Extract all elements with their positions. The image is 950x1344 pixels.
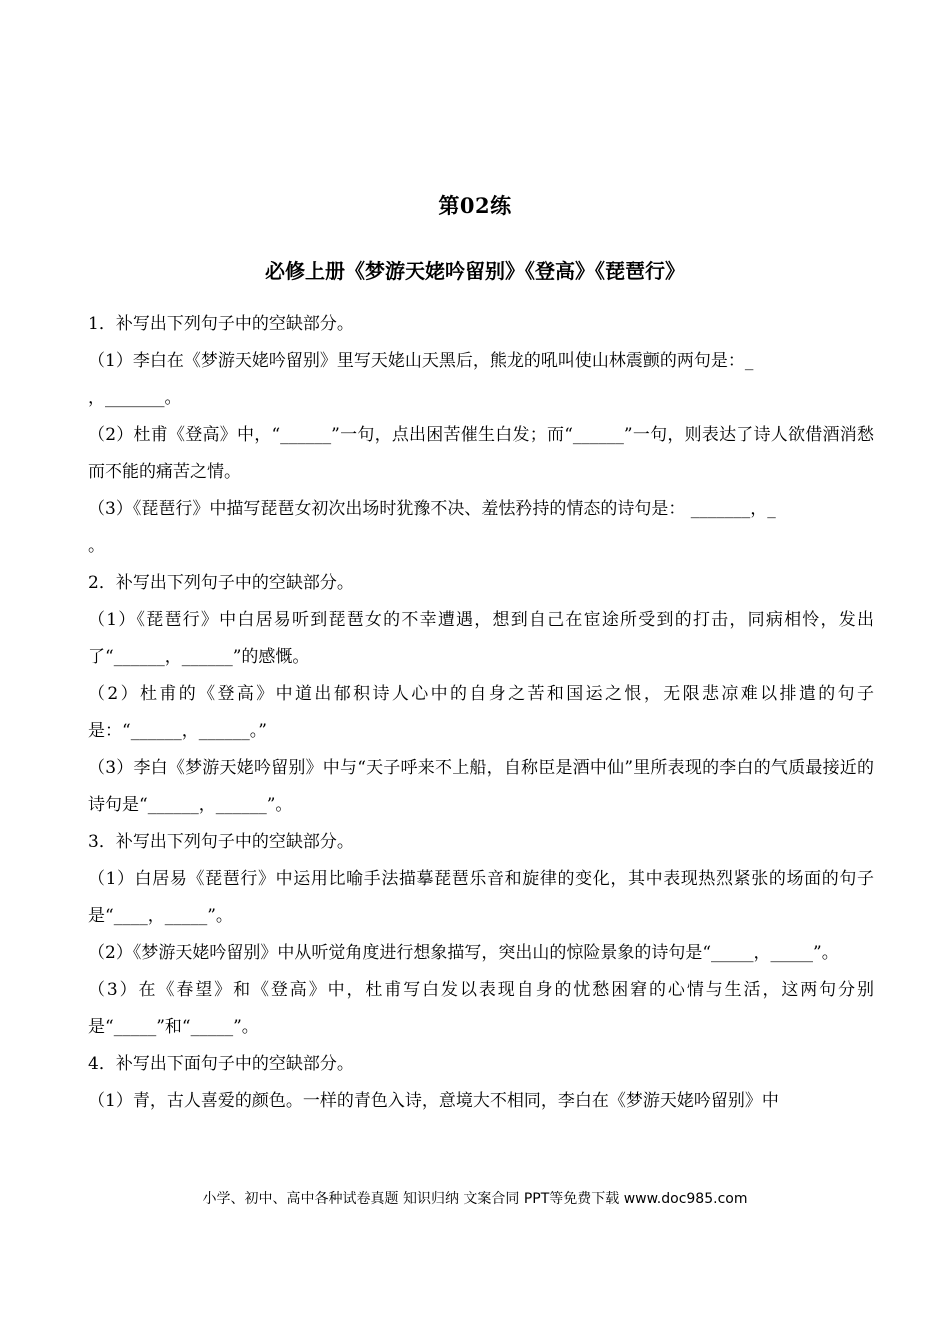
question-1-stem: 1．补写出下列句子中的空缺部分。: [88, 314, 354, 334]
question-1-item-2: （2）杜甫《登高》中，“______”一句，点出困苦催生白发；而“______”一句，则表达了诗人欲借酒消愁而不能的痛苦之情。: [88, 425, 874, 482]
question-2-item-2: （2）杜甫的《登高》中道出郁积诗人心中的自身之苦和国运之恨，无限悲凉难以排遣的句子是：“______，______。”: [88, 684, 874, 741]
page-footer: 小学、初中、高中各种试卷真题 知识归纳 文案合同 PPT等免费下载 www.doc985.com: [202, 1191, 748, 1207]
question-4-stem: 4．补写出下面句子中的空缺部分。: [88, 1054, 354, 1074]
page-title: 第02练: [438, 193, 512, 218]
question-1-item-3: （3）《琵琶行》中描写琵琶女初次出场时犹豫不决、羞怯矜持的情态的诗句是： _______，_ 。: [88, 499, 776, 556]
question-2-item-1: （1）《琵琶行》中白居易听到琵琶女的不幸遭遇，想到自己在宦途所受到的打击，同病相怜，发出了“______，______”的感慨。: [88, 610, 874, 667]
question-3-item-3: （3）在《春望》和《登高》中，杜甫写白发以表现自身的忧愁困窘的心情与生活，这两句分别是“_____”和“_____”。: [88, 980, 874, 1037]
question-4-item-1: （1）青，古人喜爱的颜色。一样的青色入诗，意境大不相同，李白在《梦游天姥吟留别》中: [88, 1091, 779, 1111]
page-subtitle: 必修上册《梦游天姥吟留别》《登高》《琵琶行》: [265, 259, 685, 283]
question-2-stem: 2．补写出下列句子中的空缺部分。: [88, 573, 354, 593]
question-3-item-1: （1）白居易《琵琶行》中运用比喻手法描摹琵琶乐音和旋律的变化，其中表现热烈紧张的场面的句子是“____，_____”。: [88, 869, 874, 926]
question-list: [88, 306, 874, 1120]
question-3-stem: 3．补写出下列句子中的空缺部分。: [88, 832, 354, 852]
question-1-item-1: （1）李白在《梦游天姥吟留别》里写天姥山天黑后，熊龙的吼叫使山林震颤的两句是：_ ，_______。: [88, 351, 754, 408]
question-2-item-3: （3）李白《梦游天姥吟留别》中与“天子呼来不上船，自称臣是酒中仙”里所表现的李白的气质最接近的诗句是“______，______”。: [88, 758, 874, 815]
question-3-item-2: （2）《梦游天姥吟留别》中从听觉角度进行想象描写，突出山的惊险景象的诗句是“_____，_____”。: [88, 943, 839, 963]
